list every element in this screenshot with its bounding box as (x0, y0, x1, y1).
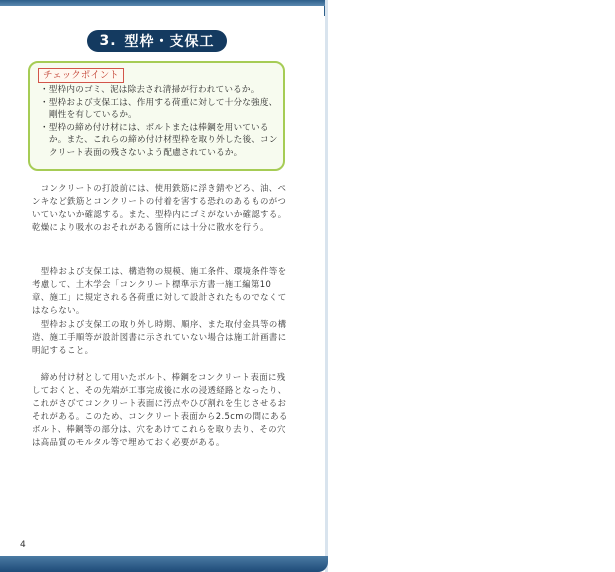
checkpoint-list (40, 84, 280, 159)
page-number: 4 (20, 540, 26, 550)
checkpoint-item: ・型枠の締め付け材には、ボルトまたは棒鋼を用いているか。また、これらの締め付け材型枠を取り外した後、コンクリート表面の残さないよう配慮されているか。 (40, 122, 278, 158)
checkpoint-box (28, 61, 285, 171)
page-right-edge (325, 0, 328, 572)
section-number: 3. (99, 33, 117, 49)
body-paragraph: コンクリートの打設前には、使用鉄筋に浮き錆やどろ、油、ペンキなど鉄筋とコンクリートの付着を害する恐れのあるものがついていないか確認する。また、型枠内にゴミがないか確認する。乾燥により吸水のおそれがある箇所には十分に散水を行う。 (32, 183, 287, 232)
section-title-banner (87, 30, 227, 52)
checkpoint-label: チェックポイント (38, 68, 124, 83)
checkpoint-item: ・型枠内のゴミ、泥は除去され清掃が行われているか。 (40, 85, 260, 95)
page-top-edge (0, 0, 328, 6)
page-bottom-bar (0, 556, 328, 572)
body-paragraph: 型枠および支保工は、構造物の規模、施工条件、環境条件等を考慮して、土木学会「コンクリート標準示方書一施工編第10章、施工」に規定される各荷重に対して設計されたものでなくてはならない。 (32, 266, 287, 315)
section-title: 型枠・支保工 (124, 34, 215, 50)
body-paragraph: 締め付け材として用いたボルト、棒鋼をコンクリート表面に残しておくと、その先端が工事完成後に水の浸透経路となったり、これがさびてコンクリート表面に汚点やひび割れを生じさせるおそれがある。このため、コンクリート表面から2.5cmの間にあるボルト、棒鋼等の部分は、穴をあけてこれらを取り去り、その穴は高品質のモルタル等で埋めておく必要がある。 (32, 372, 288, 447)
checkpoint-item: ・型枠および支保工は、作用する荷重に対して十分な強度、剛性を有しているか。 (40, 97, 278, 120)
body-paragraph: 型枠および支保工の取り外し時期、順序、また取付金具等の構造、施工手順等が設計図書に示されていない場合は施工計画書に明記すること。 (32, 319, 287, 355)
